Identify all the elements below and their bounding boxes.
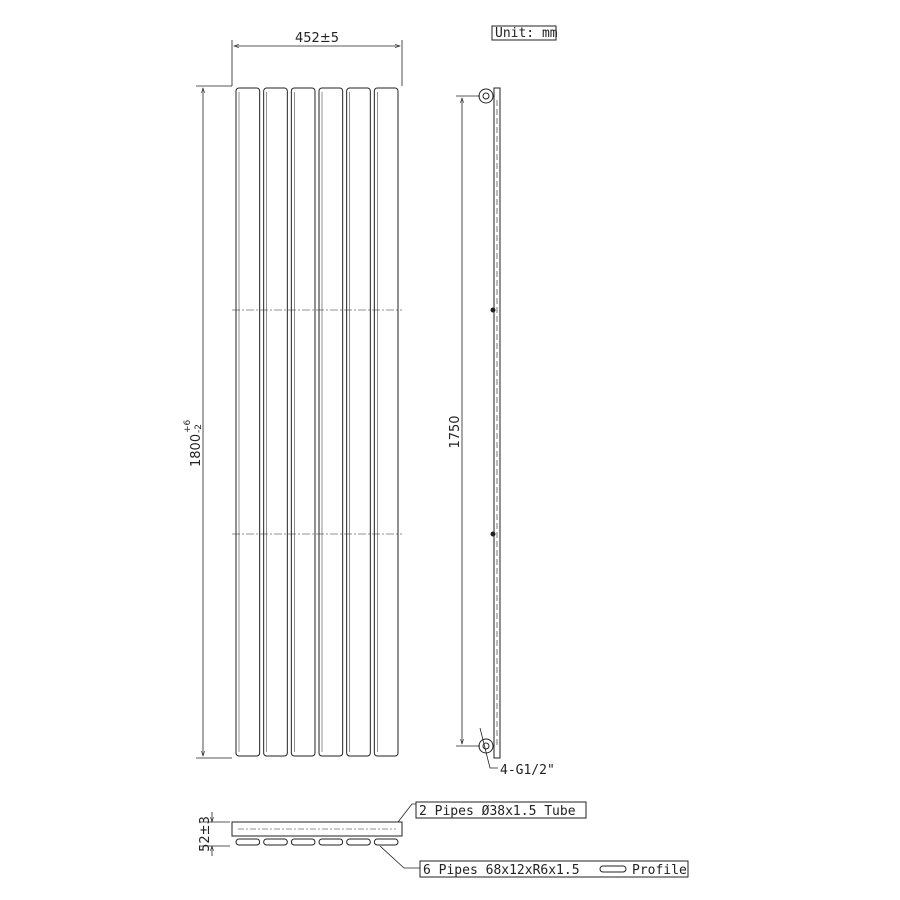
panel-6 (374, 88, 398, 756)
plan-profile-4 (319, 839, 343, 845)
tube-callout: 2 Pipes Ø38x1.5 Tube (419, 804, 576, 819)
panel-5 (347, 88, 371, 756)
connection-callout: 4-G1/2" (500, 763, 555, 778)
side-view (448, 88, 555, 778)
plan-profile-3 (291, 839, 315, 845)
depth-dimension-text: 52±3 (198, 816, 213, 852)
width-dimension-text: 452±5 (295, 31, 339, 46)
centres-dimension-text: 1750 (448, 415, 463, 449)
height-dimension-label (183, 419, 204, 467)
top-pipe-fitting (479, 89, 493, 103)
panel-3 (291, 88, 315, 756)
upper-bracket-point (491, 308, 496, 313)
panel-1 (236, 88, 260, 756)
side-panel-body (494, 88, 500, 758)
tube-leader (398, 804, 416, 822)
panel-2 (264, 88, 288, 756)
profile-callout: 6 Pipes 68x12xR6x1.5 (423, 863, 580, 878)
plan-top-tube (232, 822, 402, 836)
plan-profile-6 (374, 839, 398, 845)
lower-bracket-point (491, 532, 496, 537)
unit-label: Unit: mm (495, 26, 558, 41)
plan-profile-5 (347, 839, 371, 845)
height-lower-tolerance: -2 (194, 424, 204, 433)
height-dimension-text: 1800 (189, 433, 204, 467)
profile-word: Profile (632, 863, 687, 878)
profile-leader (380, 846, 420, 868)
unit-label-box (492, 26, 558, 41)
front-view (183, 31, 402, 758)
plan-profiles (236, 839, 398, 845)
plan-view (198, 802, 688, 878)
height-upper-tolerance: +6 (183, 419, 193, 433)
plan-profile-1 (236, 839, 260, 845)
panel-4 (319, 88, 343, 756)
plan-profile-2 (264, 839, 288, 845)
radiator-panels (236, 88, 398, 756)
